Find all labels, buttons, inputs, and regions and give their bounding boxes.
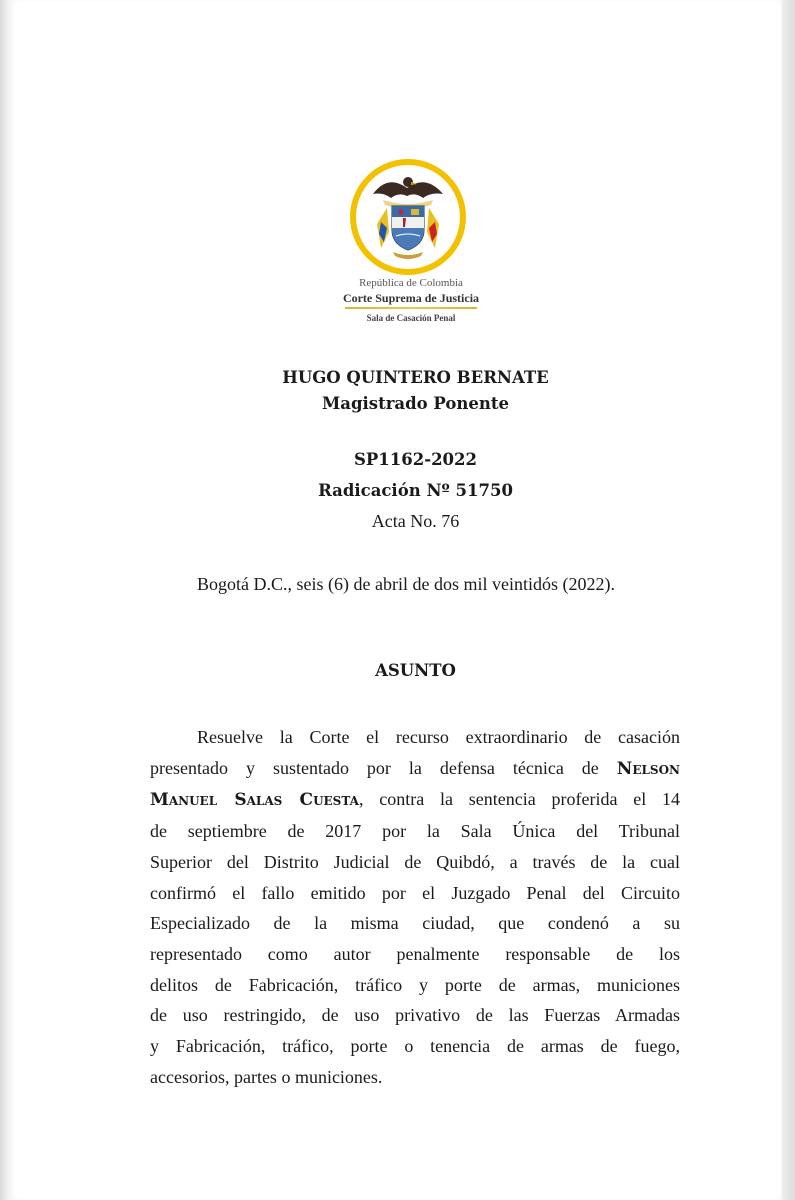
- body-line: [150, 784, 680, 816]
- institution-header: [325, 276, 497, 324]
- body-line: Superior del Distrito Judicial de Quibdó, a través de la cual: [150, 851, 680, 872]
- section-title: ASUNTO: [375, 661, 456, 680]
- body-line: Especializado de la misma ciudad, que condenó a su: [150, 913, 680, 934]
- body-line: de uso restringido, de uso privativo de las Fuerzas Armadas: [150, 1005, 680, 1026]
- body-line: representado como autor penalmente responsable de los: [150, 943, 680, 964]
- header-rule: [345, 307, 477, 309]
- body-line: de septiembre de 2017 por la Sala Única del Tribunal: [150, 821, 680, 842]
- magistrate-name: HUGO QUINTERO BERNATE: [282, 368, 549, 387]
- body-line: y Fabricación, tráfico, porte o tenencia de armas de fuego,: [150, 1036, 680, 1057]
- body-paragraph: [150, 722, 680, 1092]
- court-name: Corte Suprema de Justicia: [342, 291, 480, 305]
- chamber-name: Sala de Casación Penal: [366, 313, 456, 323]
- body-text-span: , contra la sentencia proferida el 14: [358, 789, 680, 810]
- acta-number: Acta No. 76: [371, 511, 460, 531]
- body-line: delitos de Fabricación, tráfico y porte de armas, municiones: [150, 974, 680, 995]
- defendant-name: Manuel Salas Cuesta: [150, 790, 359, 811]
- body-line: [150, 753, 680, 785]
- body-line: Resuelve la Corte el recurso extraordinario de casación: [197, 727, 680, 747]
- magistrate-role: Magistrado Ponente: [322, 394, 509, 413]
- radicacion-number: Radicación Nº 51750: [318, 481, 513, 500]
- body-text-span: presentado y sustentado por la defensa técnica de: [150, 757, 617, 778]
- sentence-id: SP1162-2022: [353, 450, 478, 469]
- defendant-name: Nelson: [616, 758, 680, 779]
- date-line: Bogotá D.C., seis (6) de abril de dos mil veintidós (2022).: [197, 574, 615, 594]
- colombia-coat-of-arms-icon: [343, 152, 473, 282]
- body-line: accesorios, partes o municiones.: [150, 1066, 383, 1087]
- country-label: República de Colombia: [359, 277, 463, 289]
- body-line: confirmó el fallo emitido por el Juzgado Penal del Circuito: [150, 882, 680, 903]
